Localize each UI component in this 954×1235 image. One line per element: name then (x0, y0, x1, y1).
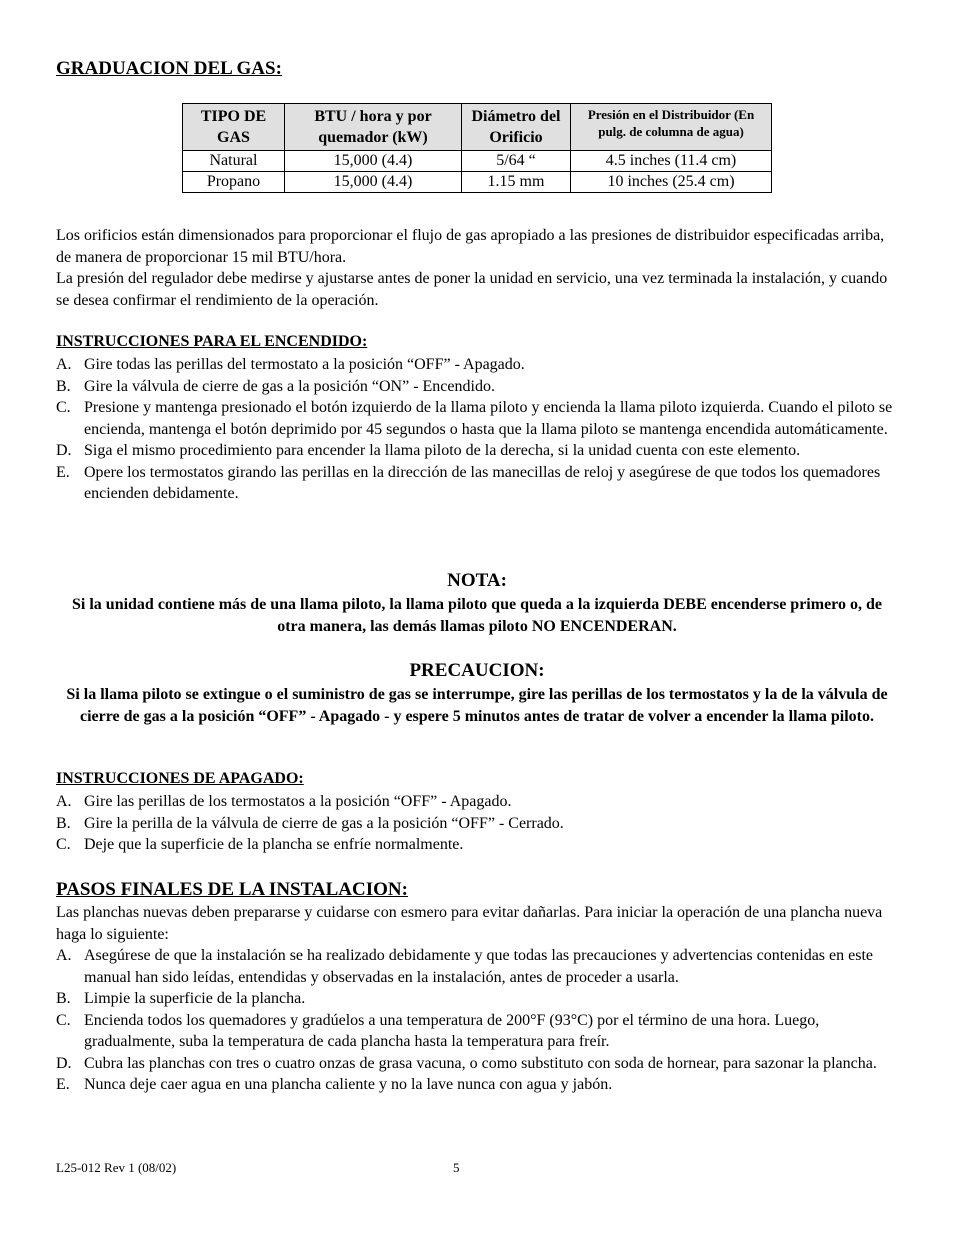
section-title-gas-regulation: GRADUACION DEL GAS: (56, 58, 282, 79)
ignition-steps-list (56, 354, 898, 505)
table-cell: 1.15 mm (462, 172, 571, 193)
list-marker: D. (56, 1054, 72, 1072)
list-item-text: Nunca deje caer agua en una plancha caliente y no la lave nunca con agua y jabón. (84, 1076, 613, 1093)
list-marker: C. (56, 836, 71, 853)
table-cell: Natural (183, 151, 285, 172)
list-marker: A. (56, 356, 72, 373)
footer-page-number: 5 (453, 1160, 460, 1175)
final-intro-paragraph: Las planchas nuevas deben prepararse y cuidarse con esmero para evitar dañarlas. Para iniciar la operación de una plancha nueva haga lo siguiente: (56, 904, 883, 943)
final-steps-list (56, 945, 898, 1096)
list-item (56, 791, 898, 813)
list-marker: B. (56, 377, 71, 395)
shutdown-steps-list (56, 791, 898, 856)
table-cell: 10 inches (25.4 cm) (571, 172, 772, 193)
list-item-text: Encienda todos los quemadores y gradúelos a una temperatura de 200°F (93°C) por el término de una hora. Luego, gradualmente, suba la temperatura de cada plancha hasta la temperatura para freír. (84, 1011, 820, 1050)
table-header-cell: TIPO DE GAS (183, 104, 285, 151)
nota-text: Si la unidad contiene más de una llama piloto, la llama piloto que queda a la izquierda DEBE encenderse primero o, de otra manera, las demás llamas piloto NO ENCENDERAN. (72, 596, 882, 635)
list-item (56, 988, 898, 1010)
footer-doc-id: L25-012 Rev 1 (08/02) (56, 1160, 177, 1175)
precaucion-title: PRECAUCION: (409, 660, 545, 681)
list-item-text: Gire todas las perillas del termostato a la posición “OFF” - Apagado. (84, 356, 525, 373)
table-header-cell: Presión en el Distribuidor (En pulg. de columna de agua) (571, 104, 772, 151)
table-header-row (183, 104, 772, 151)
list-item (56, 462, 898, 505)
nota-title: NOTA: (447, 570, 507, 591)
list-marker: E. (56, 463, 70, 481)
table-row (183, 172, 772, 193)
list-marker: B. (56, 990, 71, 1007)
list-marker: B. (56, 814, 71, 832)
list-item (56, 1053, 898, 1075)
list-marker: A. (56, 947, 72, 964)
list-marker: E. (56, 1076, 70, 1093)
list-item-text: Gire la perilla de la válvula de cierre de gas a la posición “OFF” - Cerrado. (84, 814, 564, 832)
list-item-text: Gire las perillas de los termostatos a la posición “OFF” - Apagado. (84, 793, 512, 810)
table-row (183, 151, 772, 172)
list-item (56, 1074, 898, 1096)
list-marker: C. (56, 399, 71, 416)
list-item-text: Cubra las planchas con tres o cuatro onzas de grasa vacuna, o como substituto con soda de hornear, para sazonar la plancha. (84, 1054, 877, 1072)
list-marker: C. (56, 1011, 71, 1029)
list-item (56, 440, 898, 462)
list-item (56, 1010, 898, 1053)
list-item (56, 834, 898, 856)
section-title-final-steps: PASOS FINALES DE LA INSTALACION: (56, 879, 408, 900)
list-item (56, 354, 898, 376)
table-header-cell: BTU / hora y por quemador (kW) (285, 104, 462, 151)
table-cell: 15,000 (4.4) (285, 172, 462, 193)
list-item-text: Deje que la superficie de la plancha se enfríe normalmente. (84, 836, 464, 853)
section-title-shutdown: INSTRUCCIONES DE APAGADO: (56, 770, 304, 787)
table-cell: 5/64 “ (462, 151, 571, 172)
list-marker: D. (56, 442, 72, 459)
table-cell: 15,000 (4.4) (285, 151, 462, 172)
gas-specs-table (182, 103, 772, 193)
list-item-text: Asegúrese de que la instalación se ha realizado debidamente y que todas las precauciones y advertencias contenidas en este manual han sido leídas, entendidas y observadas en la instalación, antes de proceder a usarla. (84, 947, 874, 986)
list-item (56, 397, 898, 440)
orifice-paragraph: Los orificios están dimensionados para proporcionar el flujo de gas apropiado a las presiones de distribuidor especificadas arriba, de manera de proporcionar 15 mil BTU/hora. (56, 227, 885, 266)
list-item (56, 813, 898, 835)
list-item-text: Gire la válvula de cierre de gas a la posición “ON” - Encendido. (84, 377, 495, 395)
list-item-text: Presione y mantenga presionado el botón izquierdo de la llama piloto y encienda la llama piloto izquierda. Cuando el piloto se encienda, mantenga el botón deprimido por 45 segundos o hasta que la llama piloto se mantenga encendida automáticamente. (84, 399, 893, 438)
list-marker: A. (56, 793, 72, 810)
table-cell: Propano (183, 172, 285, 193)
precaucion-text: Si la llama piloto se extingue o el suministro de gas se interrumpe, gire las perillas de los termostatos y la de la válvula de cierre de gas a la posición “OFF” - Apagado - y espere 5 minutos antes de tratar de volver a encender la llama piloto. (66, 686, 888, 725)
list-item-text: Siga el mismo procedimiento para encender la llama piloto de la derecha, si la unidad cuenta con este elemento. (84, 442, 801, 459)
table-cell: 4.5 inches (11.4 cm) (571, 151, 772, 172)
table-header-cell: Diámetro del Orificio (462, 104, 571, 151)
regulator-paragraph: La presión del regulador debe medirse y ajustarse antes de poner la unidad en servicio, una vez terminada la instalación, y cuando se desea confirmar el rendimiento de la operación. (56, 270, 888, 309)
list-item-text: Limpie la superficie de la plancha. (84, 990, 306, 1007)
list-item (56, 945, 898, 988)
list-item-text: Opere los termostatos girando las perillas en la dirección de las manecillas de reloj y asegúrese de que todos los quemadores encienden debidamente. (84, 463, 881, 502)
list-item (56, 376, 898, 398)
section-title-ignition: INSTRUCCIONES PARA EL ENCENDIDO: (56, 333, 368, 350)
